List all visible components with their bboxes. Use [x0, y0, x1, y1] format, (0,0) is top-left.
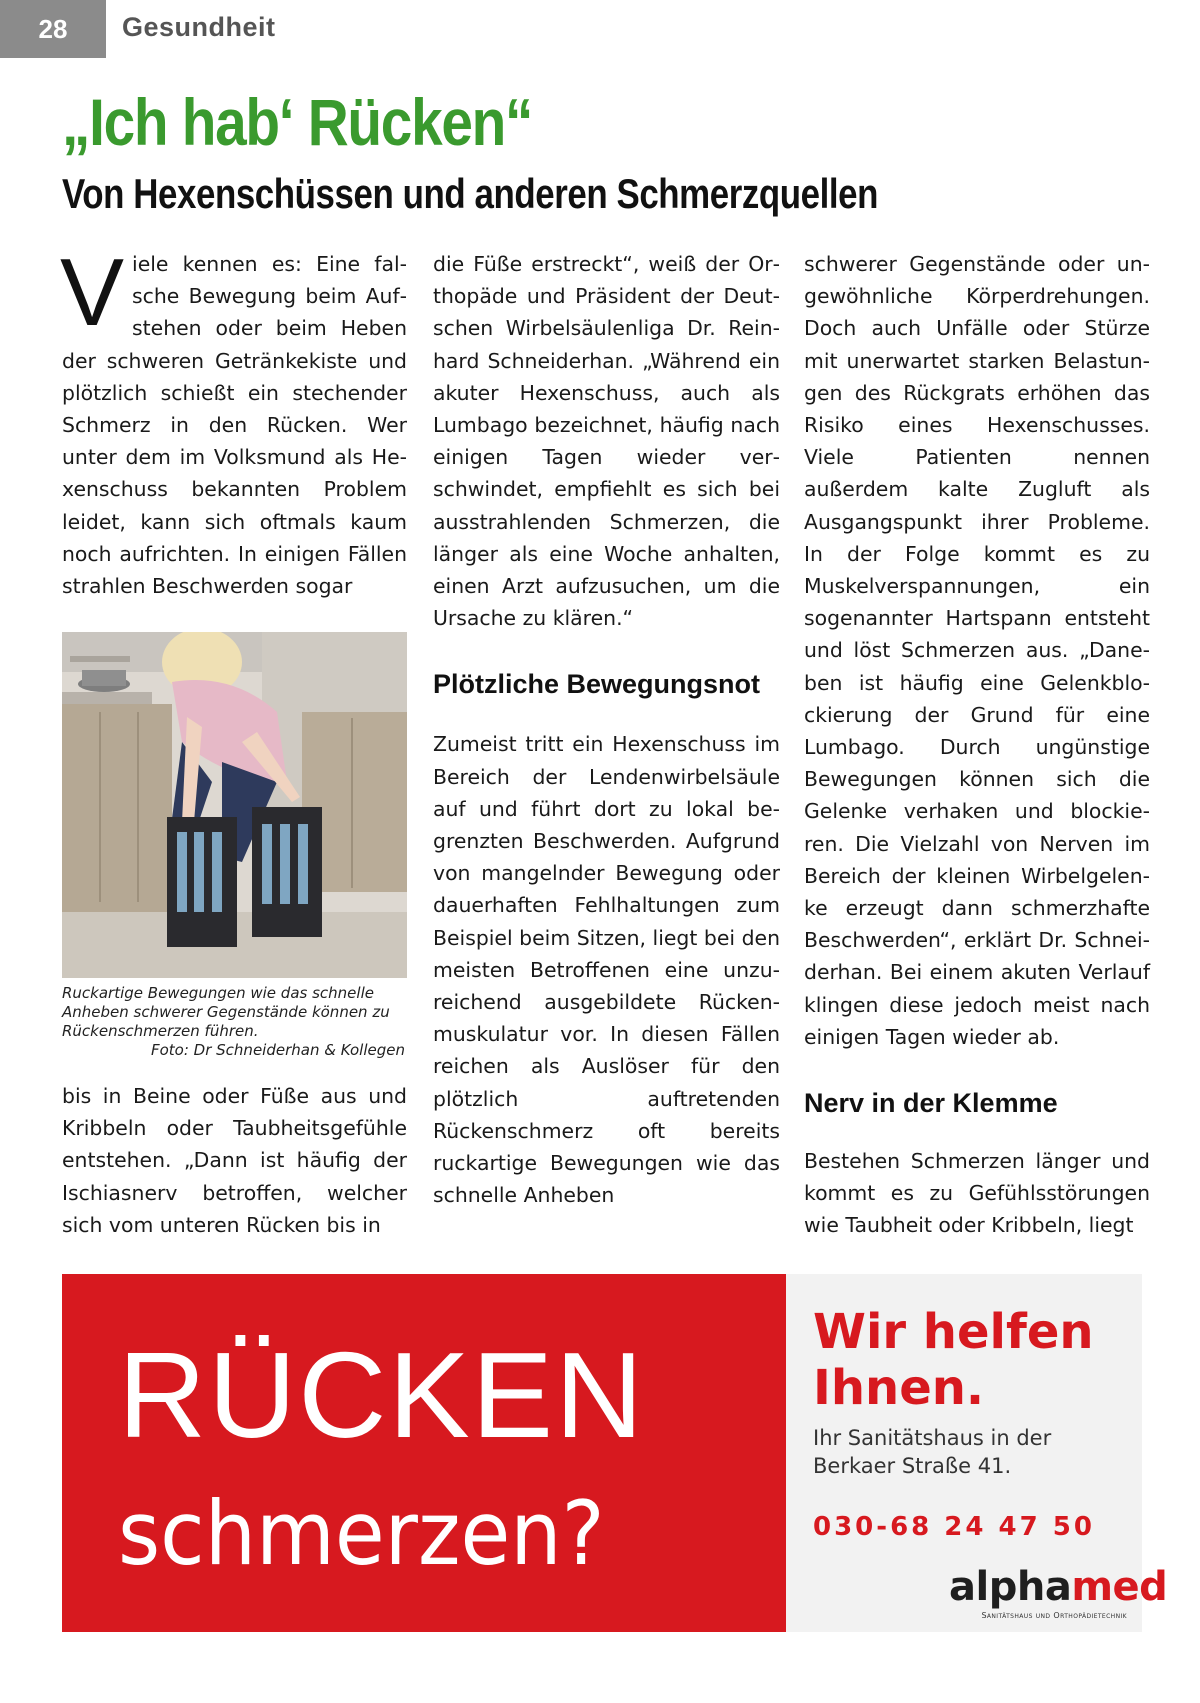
article-subheadline: Von Hexenschüssen und anderen Schmerzquellen	[62, 170, 879, 217]
subhead-nerv-in-der-klemme: Nerv in der Klemme	[804, 1088, 1058, 1119]
drop-cap: V	[60, 239, 125, 346]
ad-store-line1: Ihr Sanitätshaus in der	[813, 1426, 1052, 1450]
logo-part-alpha: alpha	[949, 1564, 1072, 1610]
logo-part-med: med	[1071, 1564, 1168, 1610]
column-2	[433, 248, 780, 1211]
ad-help-line1: Wir helfen	[813, 1304, 1094, 1360]
advertisement	[62, 1274, 1168, 1632]
paragraph-quote: die Füße erstreckt“, weiß der Orthopäde und Präsident der Deutschen Wirbelsäulenliga Dr. Reinhard Schneiderhan. „Während ein akuter Hexenschuss, auch als Lumbago bezeichnet, häufig nach einigen Tagen wieder verschwindet, empfiehlt es sich bei ausstrahlenden Schmerzen, die länger als eine Woche anhalten, einen Arzt aufzusuchen, um die Ursache zu klären.“	[433, 252, 780, 631]
ad-headline-schmerzen: schmerzen?	[118, 1482, 605, 1585]
alphamed-logo-subline: Sanitätshaus und Orthopädietechnik	[981, 1611, 1127, 1620]
paragraph-gelenkblockierung: schwerer Gegenstände oder ungewöhnliche Körperdrehungen. Doch auch Unfälle oder Stürze mit unerwartet starken Belastungen des Rückgrats erhöhen das Risiko eines Hexenschusses. Viele Patienten nennen außerdem kalte Zugluft als Ausgangspunkt ihrer Probleme. In der Folge kommt es zu Muskelverspannungen, ein sogenannter Hartspann entsteht und löst Schmerzen aus. „Daneben ist häufig eine Gelenkblockierung der Grund für eine Lumbago. Durch ungünstige Bewegungen können sich die Gelenke verhaken und blockieren. Die Vielzahl von Nerven im Bereich der kleinen Wirbelgelenke erzeugt dann schmerzhafte Beschwerden“, erklärt Dr. Schneiderhan. Bei einem akuten Verlauf klingen diese jedoch meist nach einigen Tagen wieder ab.	[804, 252, 1150, 1049]
page-number: 28	[0, 0, 106, 58]
paragraph-intro: iele kennen es: Eine falsche Bewegung beim Aufstehen oder beim Heben der schweren Getränkekiste und plötzlich schießt ein stechender Schmerz in den Rücken. Wer unter dem im Volksmund als Hexenschuss bekannten Problem leidet, kann sich oftmals kaum noch aufrichten. In einigen Fällen strahlen Beschwerden sogar	[62, 252, 407, 599]
paragraph-lendenwirbel: Zumeist tritt ein Hexenschuss im Bereich der Lendenwirbelsäule auf und führt dort zu lokal begrenzten Beschwerden. Aufgrund von mangelnder Bewegung oder dauerhaften Fehlhaltungen zum Beispiel beim Sitzen, liegt bei den meisten Betroffenen eine unzureichend ausgebildete Rückenmuskulatur vor. In diesen Fällen reichen als Auslöser für den plötzlich auftretenden Rückenschmerz oft bereits ruckartige Bewegungen wie das schnelle Anheben	[433, 732, 780, 1208]
column-1-top	[60, 239, 407, 602]
article-photo	[62, 632, 407, 978]
ad-store-line2: Berkaer Straße 41.	[813, 1454, 1012, 1478]
subhead-ploetzliche-bewegungsnot: Plötzliche Bewegungsnot	[433, 669, 761, 700]
paragraph-intro-continued: bis in Beine oder Füße aus und Kribbeln oder Taubheitsgefühle entstehen. „Dann ist häufig der Ischiasnerv betroffen, welcher sich vom unteren Rücken bis in	[62, 1084, 407, 1237]
ad-headline-ruecken: RÜCKEN	[118, 1327, 646, 1463]
ad-red-panel	[62, 1274, 786, 1632]
ad-help-line2: Ihnen.	[813, 1360, 985, 1416]
ad-help-text	[813, 1304, 1094, 1416]
section-label: Gesundheit	[122, 12, 276, 42]
photo-credit: Foto: Dr Schneiderhan & Kollegen	[150, 1041, 405, 1059]
article-headline: „Ich hab‘ Rücken“	[62, 85, 533, 159]
paragraph-nerv: Bestehen Schmerzen länger und kommt es zu Gefühlsstörungen wie Taubheit oder Kribbeln, liegt	[804, 1149, 1150, 1238]
ad-store-address	[813, 1424, 1051, 1480]
column-1-bottom	[62, 1080, 407, 1241]
alphamed-logo	[949, 1566, 1167, 1608]
caption-text: Ruckartige Bewegungen wie das schnelle Anheben schwerer Gegenstände können zu Rückenschmerzen führen.	[62, 984, 390, 1040]
photo-caption	[62, 984, 407, 1060]
column-3	[804, 248, 1150, 1242]
photo-woman-lifting-crates-illustration	[62, 632, 407, 978]
ad-phone-number: 030-68 24 47 50	[813, 1512, 1095, 1542]
